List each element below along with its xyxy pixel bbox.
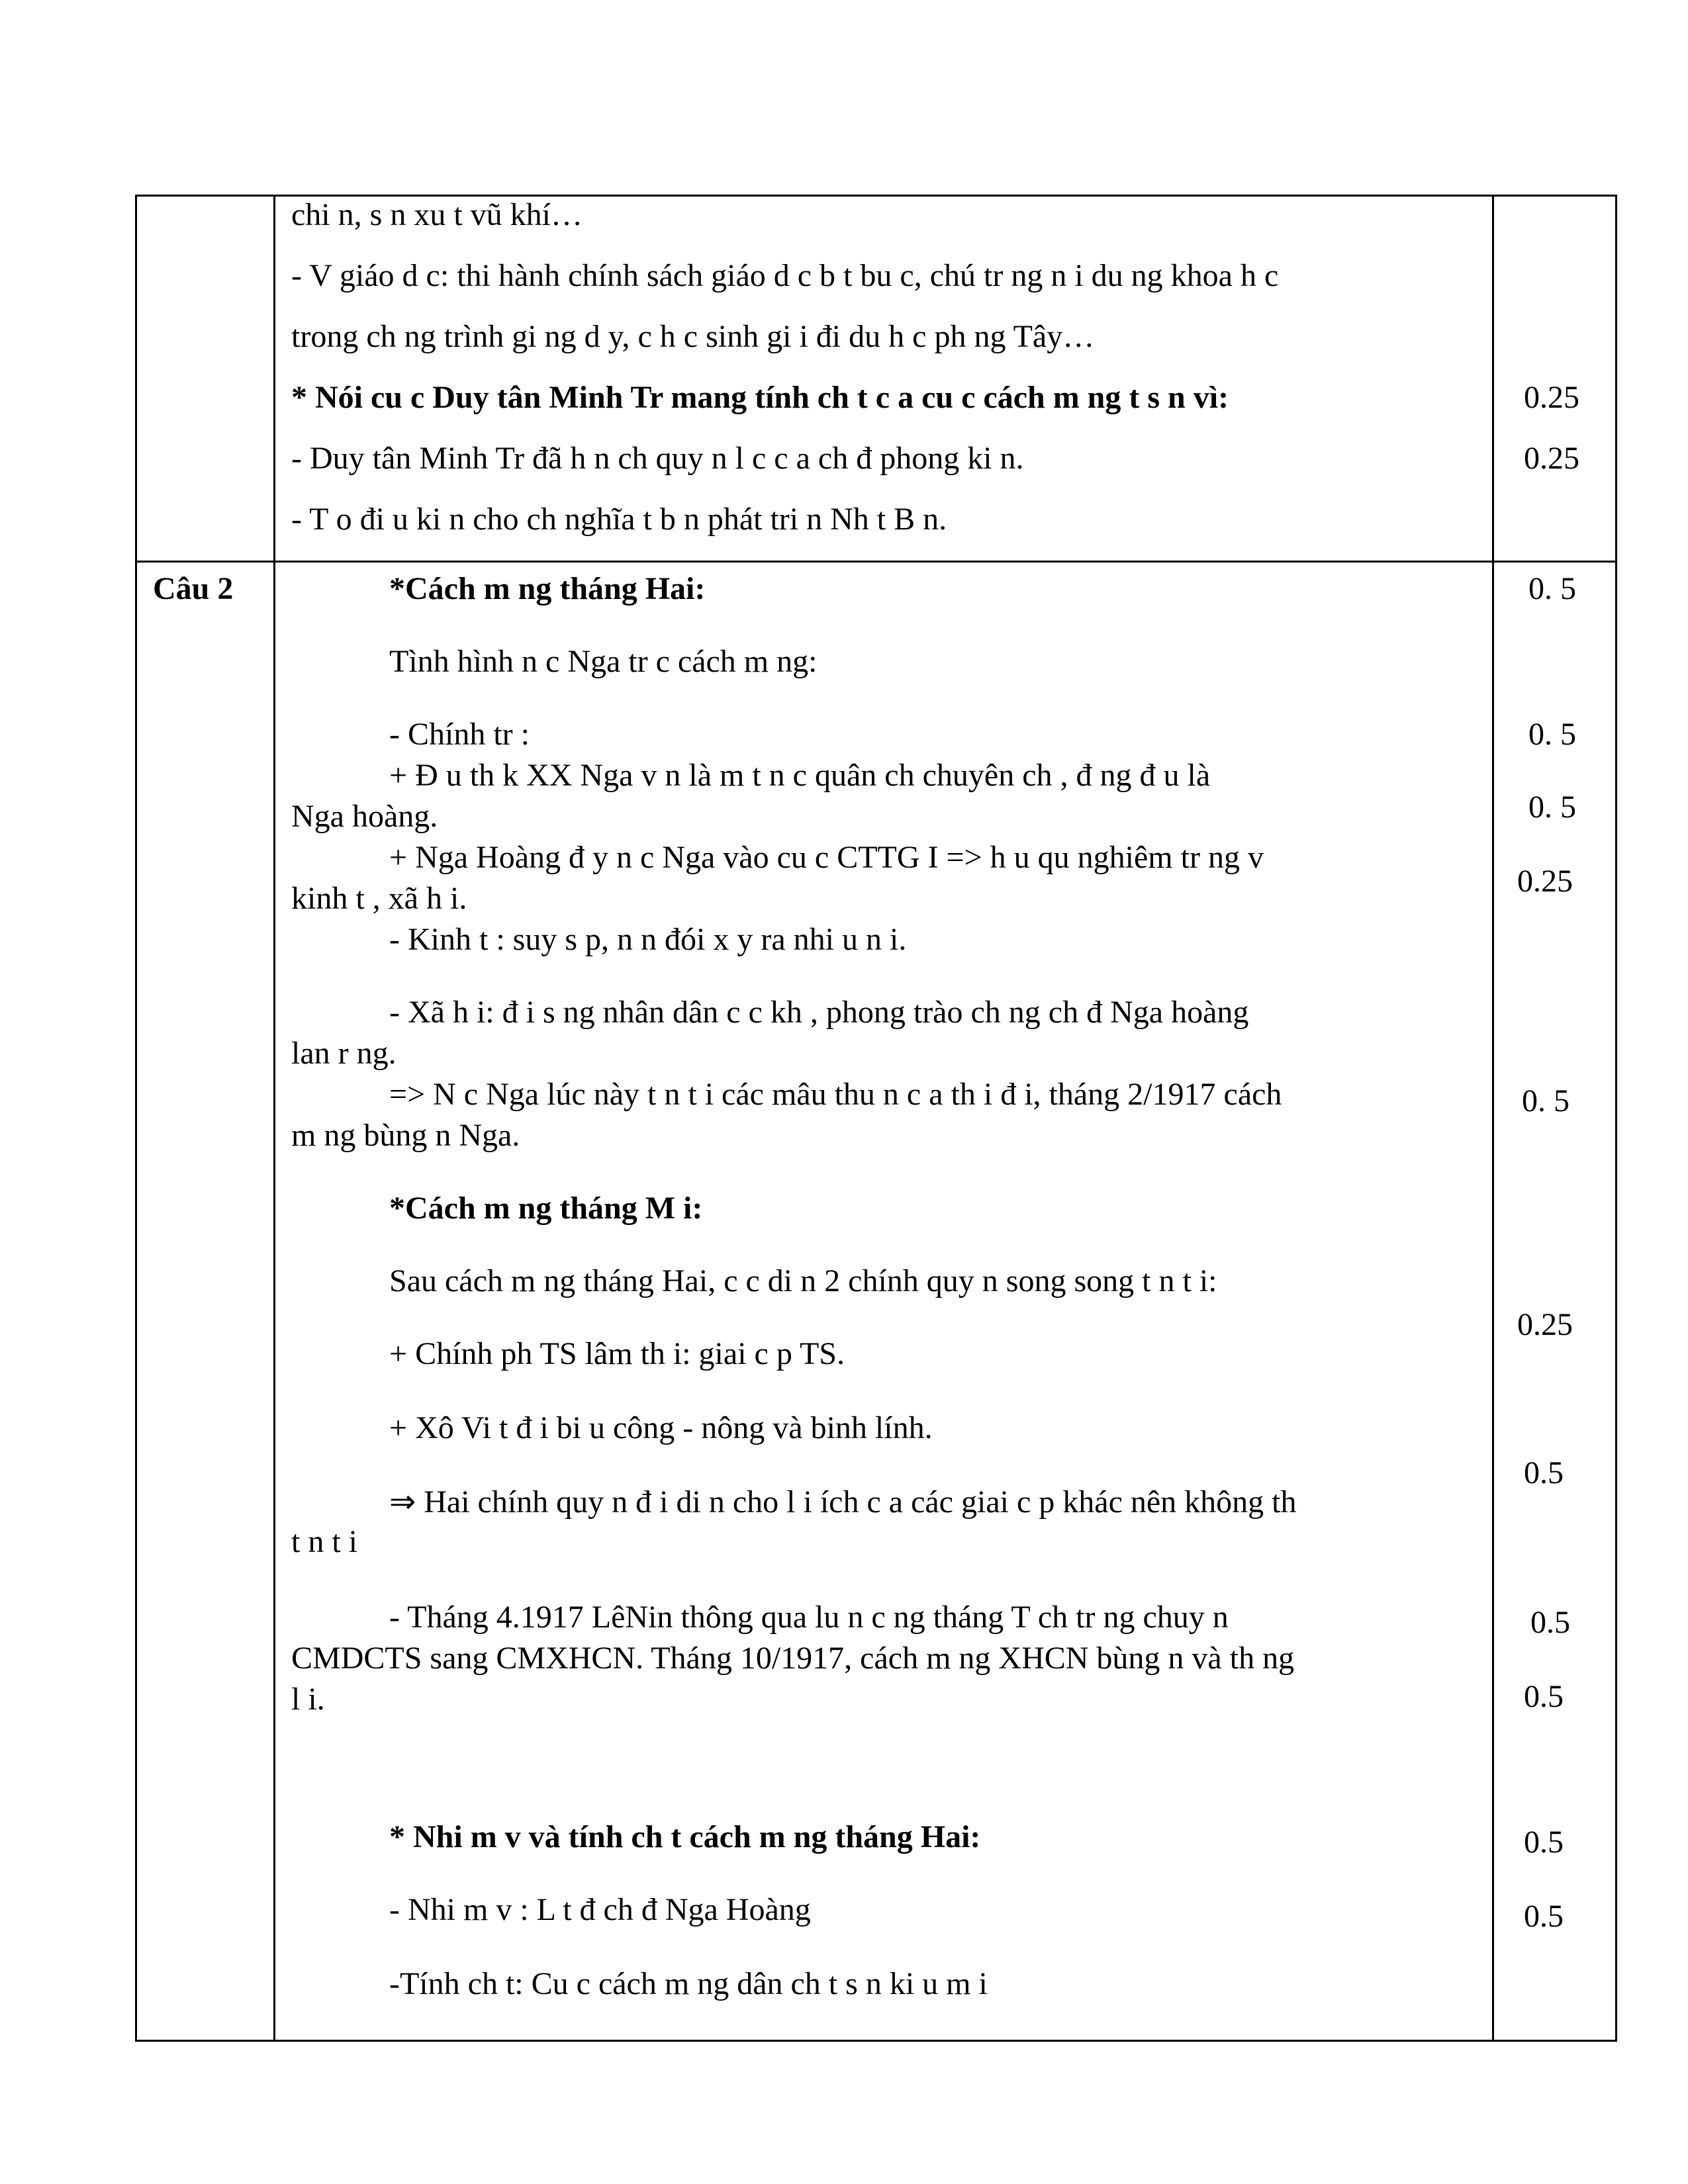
answer-cell bbox=[275, 196, 1493, 562]
answer-line: - Chính tr : bbox=[389, 717, 530, 752]
table-row bbox=[136, 196, 1617, 562]
answer-line: Sau cách m ng tháng Hai, c c di n 2 chính quy n song song t n t i: bbox=[389, 1263, 1217, 1298]
answer-line: ⇒ Hai chính quy n đ i di n cho l i ích c a các giai c p khác nên không th bbox=[389, 1484, 1297, 1520]
score-value: 0.5 bbox=[1524, 1455, 1564, 1490]
answer-heading: * Nói cu c Duy tân Minh Tr mang tính ch t c a cu c cách m ng t s n vì: bbox=[291, 380, 1229, 415]
score-cell bbox=[1493, 196, 1617, 562]
answer-line: - Kinh t : suy s p, n n đói x y ra nhi u n i. bbox=[389, 922, 907, 957]
answer-line: l i. bbox=[291, 1682, 325, 1717]
answer-line: + Đ u th k XX Nga v n là m t n c quân ch chuyên ch , đ ng đ u là bbox=[389, 758, 1211, 793]
answer-line: Tình hình n c Nga tr c cách m ng: bbox=[389, 644, 818, 679]
score-value: 0.5 bbox=[1524, 1679, 1564, 1714]
answer-line: -Tính ch t: Cu c cách m ng dân ch t s n ki u m i bbox=[389, 1966, 988, 2001]
answer-line: + Chính ph TS lâm th i: giai c p TS. bbox=[389, 1336, 845, 1371]
answer-line: m ng bùng n Nga. bbox=[291, 1118, 520, 1153]
answer-table bbox=[135, 195, 1617, 2042]
answer-line: - Tháng 4.1917 LêNin thông qua lu n c ng tháng T ch tr ng chuy n bbox=[389, 1600, 1229, 1635]
answer-line: lan r ng. bbox=[291, 1036, 397, 1071]
score-value: 0.5 bbox=[1524, 1899, 1564, 1934]
score-value: 0.25 bbox=[1517, 1307, 1573, 1342]
answer-heading: * Nhi m v và tính ch t cách m ng tháng Hai: bbox=[389, 1819, 981, 1854]
answer-line: t n t i bbox=[291, 1524, 358, 1559]
score-value: 0.5 bbox=[1524, 1825, 1564, 1860]
score-value: 0. 5 bbox=[1522, 1083, 1570, 1118]
score-cell bbox=[1493, 562, 1617, 2041]
score-value: 0. 5 bbox=[1528, 717, 1576, 752]
table-row bbox=[136, 562, 1617, 2041]
answer-line: kinh t , xã h i. bbox=[291, 881, 467, 916]
score-value: 0.5 bbox=[1530, 1605, 1570, 1640]
question-cell-empty bbox=[136, 196, 275, 562]
score-value: 0. 5 bbox=[1528, 571, 1576, 606]
question-cell bbox=[136, 562, 275, 2041]
answer-line: chi n, s n xu t vũ khí… bbox=[291, 197, 583, 232]
answer-line: - T o đi u ki n cho ch nghĩa t b n phát tri n Nh t B n. bbox=[291, 502, 947, 537]
answer-line: Nga hoàng. bbox=[291, 799, 438, 834]
answer-heading: *Cách m ng tháng M i: bbox=[389, 1191, 703, 1226]
answer-line: + Xô Vi t đ i bi u công - nông và binh lính. bbox=[389, 1410, 933, 1445]
answer-line: - Duy tân Minh Tr đã h n ch quy n l c c a ch đ phong ki n. bbox=[291, 441, 1024, 476]
answer-line: => N c Nga lúc này t n t i các mâu thu n c a th i đ i, tháng 2/1917 cách bbox=[389, 1077, 1282, 1112]
answer-cell bbox=[275, 562, 1493, 2041]
score-value: 0. 5 bbox=[1528, 790, 1576, 825]
score-value: 0.25 bbox=[1517, 864, 1573, 899]
answer-line: + Nga Hoàng đ y n c Nga vào cu c CTTG I => h u qu nghiêm tr ng v bbox=[389, 840, 1264, 875]
answer-heading: *Cách m ng tháng Hai: bbox=[389, 571, 706, 606]
answer-line: trong ch ng trình gi ng d y, c h c sinh gi i đi du h c ph ng Tây… bbox=[291, 319, 1095, 354]
answer-line: - Xã h i: đ i s ng nhân dân c c kh , phong trào ch ng ch đ Nga hoàng bbox=[389, 995, 1249, 1030]
answer-line: - Nhi m v : L t đ ch đ Nga Hoàng bbox=[389, 1892, 811, 1927]
score-value: 0.25 bbox=[1524, 380, 1579, 415]
score-value: 0.25 bbox=[1524, 441, 1579, 476]
answer-line: CMDCTS sang CMXHCN. Tháng 10/1917, cách m ng XHCN bùng n và th ng bbox=[291, 1641, 1295, 1676]
answer-line: - V giáo d c: thi hành chính sách giáo d c b t bu c, chú tr ng n i du ng khoa h c bbox=[291, 258, 1279, 293]
question-label: Câu 2 bbox=[153, 571, 234, 606]
